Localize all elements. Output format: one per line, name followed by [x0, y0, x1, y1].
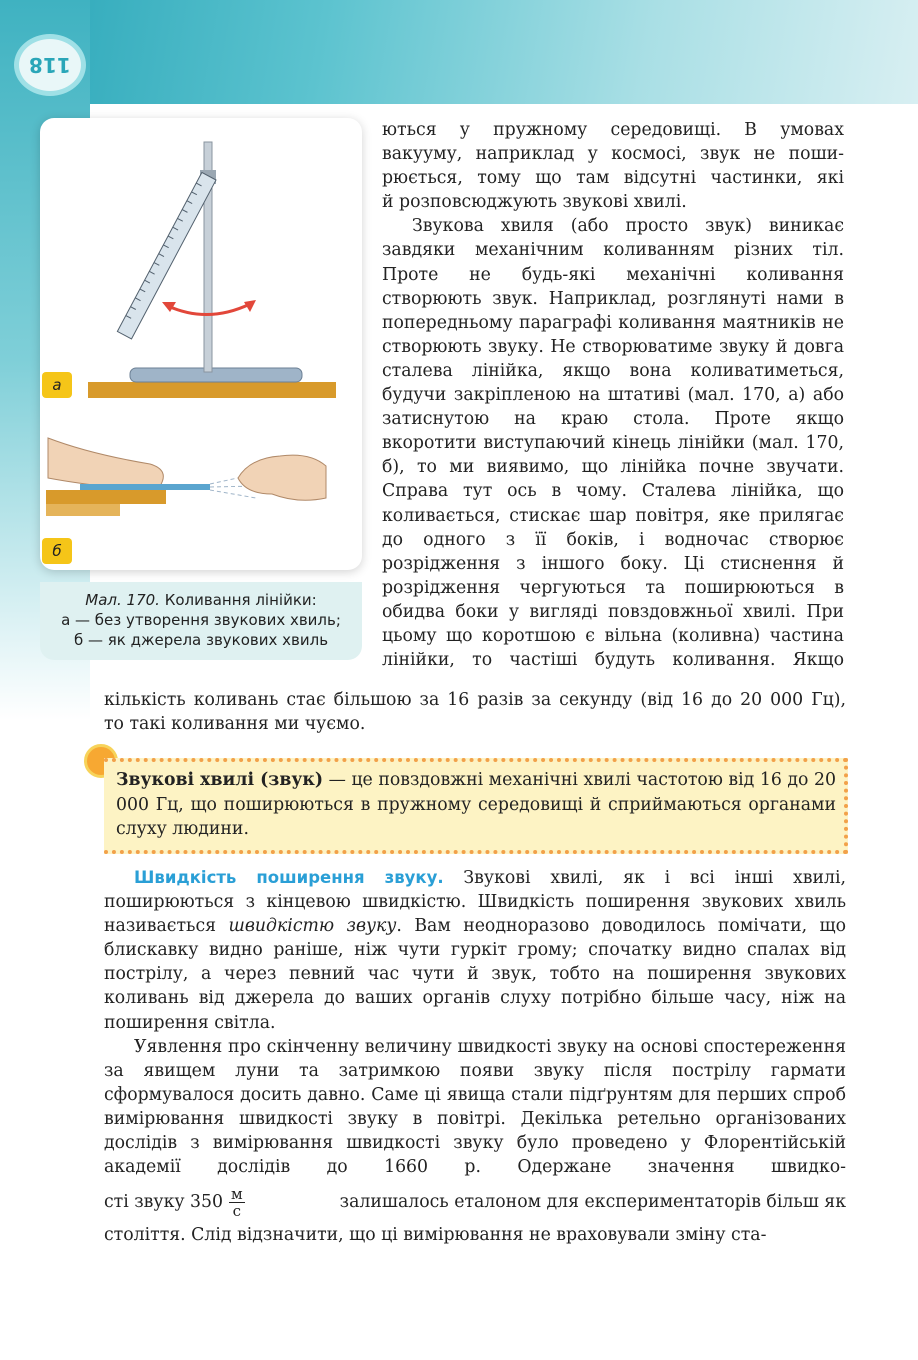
page-number-badge — [14, 34, 86, 96]
col-line-3: рюється, тому що там відсутні частинки, які — [382, 168, 844, 189]
caption-a: а — без утворення звукових хвиль; — [61, 611, 341, 629]
p1-text-b: . Вам неодноразово доводилось помічати, що блискавку видно раніше, ніж чути гуркіт грому; спочатку видно спалах від пострілу, а через певний час чути й звук, тобто на поширення звукових коливань від джерела до ваших органів слуху потрібно більше часу, ніж на поширення світла. — [104, 916, 846, 1033]
hands-figure-b — [46, 438, 326, 516]
unit-fraction — [229, 1186, 245, 1219]
header-band — [0, 0, 918, 108]
figure-170 — [40, 118, 362, 570]
section-line-speed — [104, 1181, 846, 1223]
p1-term: швидкістю звуку — [228, 916, 397, 937]
caption-title: Коливання лінійки: — [164, 591, 317, 609]
unit-numerator: м — [231, 1184, 243, 1203]
full-line-2: то такі коливання ми чуємо. — [104, 714, 366, 735]
p3-text-a: сті звуку 350 — [104, 1192, 224, 1213]
unit-denominator: с — [232, 1201, 242, 1220]
figure-caption — [40, 582, 362, 660]
stand-figure-a — [88, 142, 336, 398]
col-paragraph-2: Звукова хвиля (або просто звук) виникає завдяки механічним коливанням різних тіл. Проте не будь-які механічні коливання створюють звук. Наприклад, розглянуті нами в попередньому параграфі коливання маятників не створюють звуку. Не створюватиме звуку й довга сталева лінійка, якщо вона коливатиметься, будучи закріпленою на штативі (мал. 170, а) або затиснутою на краю стола. Проте якщо вкоротити виступаючий кінець лінійки (мал. 170, б), то ми виявимо, що лінійка почне звучати. Справа тут ось в чому. Сталева лінійка, що коливається, стискає шар повітря, яке прилягає до одного з її боків, і водночас створює розрідження з іншого боку. Ці стиснення й розрідження чергуються та поширюються в обидва боки у вигляді повздовжньої хвилі. При цьому що коротшою є вільна (коливна) частина лінійки, то частіші будуть коливання. Якщо — [382, 216, 844, 671]
definition-term: Звукові хвилі (звук) — [116, 770, 324, 790]
section-paragraph-1 — [104, 866, 846, 1035]
full-line-1: кількість коливань стає більшою за 16 разів за секунду (від 16 до 20 000 Гц), — [104, 690, 846, 710]
label-b: б — [42, 538, 72, 564]
caption-label: Мал. 170. — [85, 591, 160, 609]
section-speed-of-sound — [104, 866, 846, 1247]
col-line-4: й розповсюджують звукові хвилі. — [382, 192, 687, 213]
page-number: 118 — [29, 53, 71, 77]
figure-illustration — [40, 118, 362, 570]
col-line-1: ються у пружному середовищі. В умовах — [382, 120, 844, 140]
p3-text-b: залишалось еталоном для експериментаторів більш як — [339, 1192, 846, 1213]
definition-body: — це повздовжні механічні хвилі частотою від 16 до 20 000 Гц, що поширюються в пружному середовищі й сприймаються органами слуху людини. — [116, 770, 836, 840]
section-line-last: століття. Слід відзначити, що ці вимірювання не враховували зміну ста- — [104, 1225, 767, 1246]
label-a: а — [42, 372, 72, 398]
p1-text-a: Звукові хвилі, як і всі інші хвилі, поширюються з кінцевою швидкістю. Швидкість поширення звукових хвиль називається — [104, 868, 846, 937]
full-width-continuation — [104, 688, 846, 736]
definition-box — [104, 758, 848, 854]
section-paragraph-2: Уявлення про скінченну величину швидкості звуку на основі спостереження за явищем луни та затримкою появи звуку після пострілу гармати сформувалося досить давно. Саме ці явища стали підґрунтям для перших спроб вимірювання швидкості звуку в повітрі. Декілька ретельно організованих дослідів з вимірювання швидкості звуку було проведено у Флорентійській академії дослідів до 1660 р. Одержане значення швидко- — [104, 1036, 846, 1178]
col-line-2: вакууму, наприклад у космосі, звук не поши- — [382, 144, 844, 165]
right-column-text — [382, 118, 844, 672]
caption-b: б — як джерела звукових хвиль — [73, 631, 329, 649]
section-heading: Швидкість поширення звуку. — [134, 868, 444, 887]
